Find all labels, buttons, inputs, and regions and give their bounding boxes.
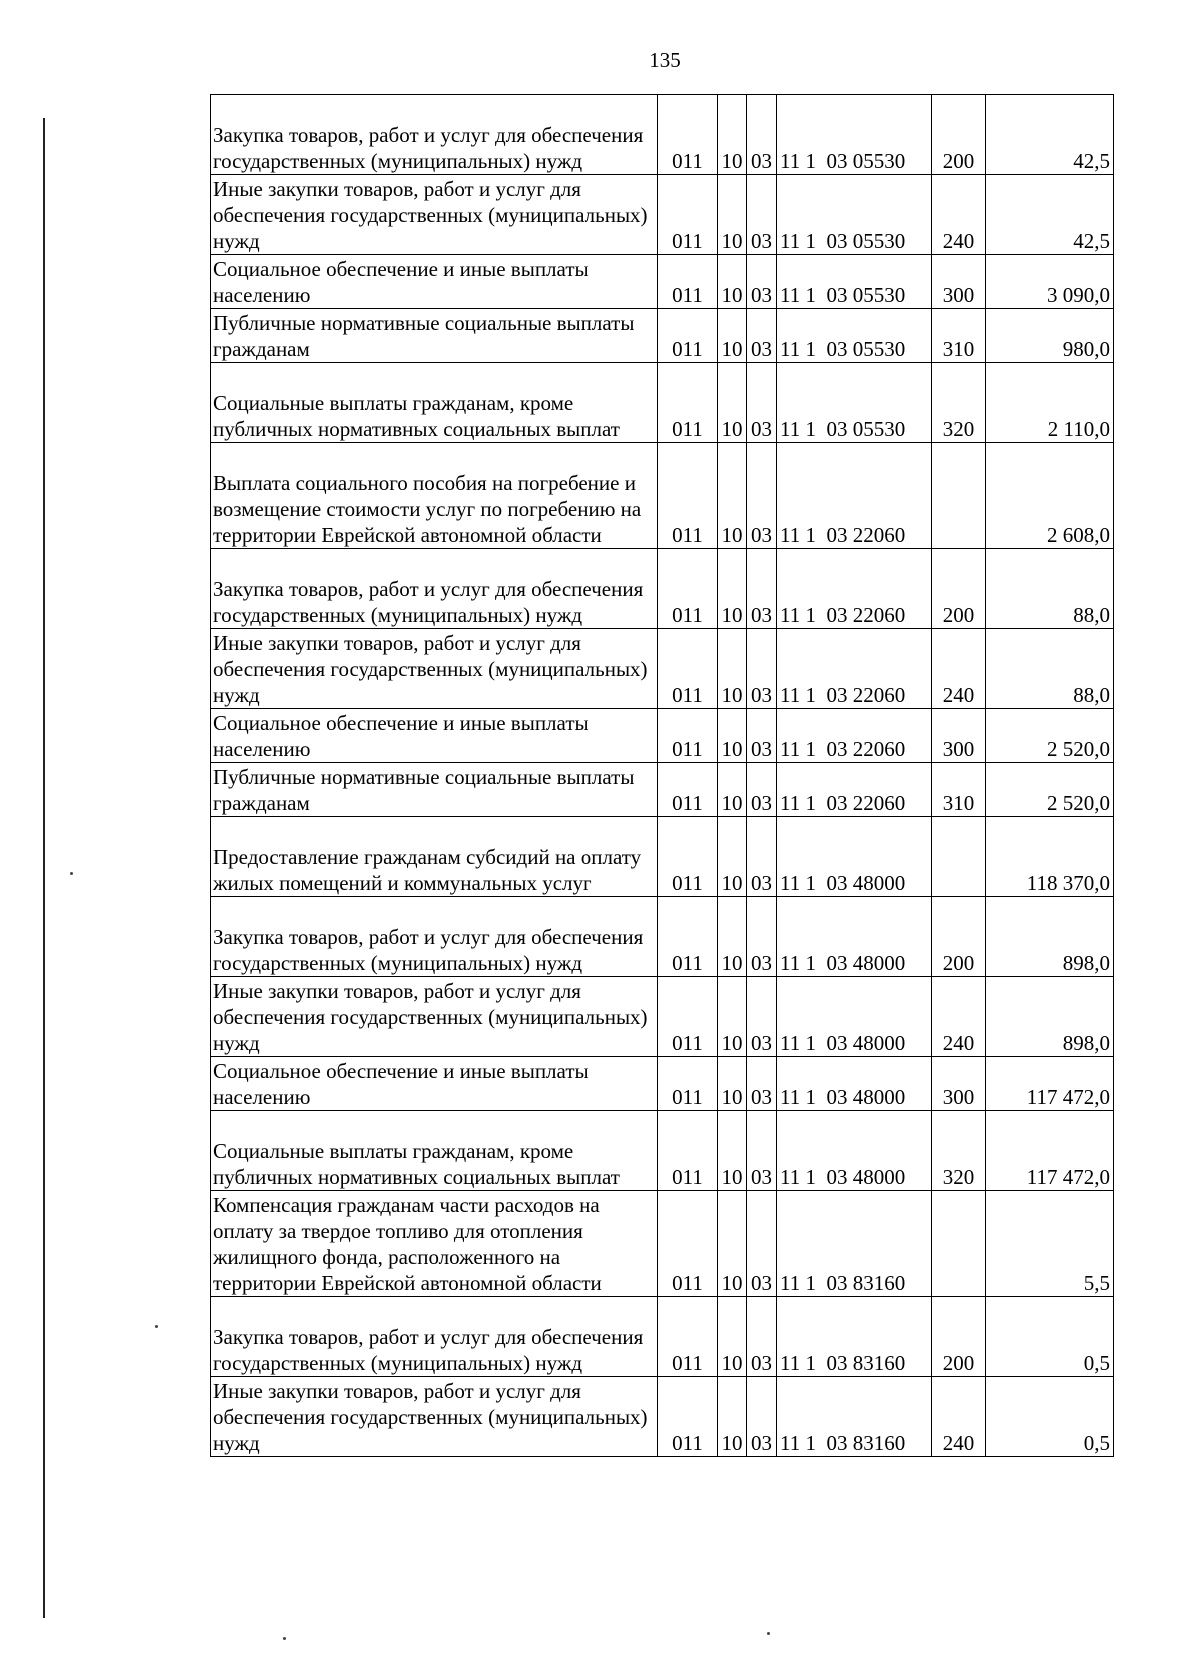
table-row <box>211 309 1114 363</box>
amount-cell: 118 370,0 <box>986 817 1114 897</box>
table-row <box>211 977 1114 1057</box>
subsection-code-cell: 03 <box>747 309 777 363</box>
target-article-cell: 11 1 03 22060 <box>777 443 932 549</box>
subsection-code-cell: 03 <box>747 1057 777 1111</box>
table-row <box>211 709 1114 763</box>
amount-cell: 0,5 <box>986 1377 1114 1457</box>
section-code-cell: 10 <box>718 977 747 1057</box>
expense-name-cell: Предоставление гражданам субсидий на оплату жилых помещений и коммунальных услуг <box>211 817 658 897</box>
expense-name-cell: Иные закупки товаров, работ и услуг для обеспечения государственных (муниципальных) нужд <box>211 175 658 255</box>
expense-type-cell: 240 <box>932 977 986 1057</box>
target-article-cell: 11 1 03 22060 <box>777 549 932 629</box>
expense-name-cell: Закупка товаров, работ и услуг для обеспечения государственных (муниципальных) нужд <box>211 1297 658 1377</box>
expense-name-cell: Публичные нормативные социальные выплаты гражданам <box>211 763 658 817</box>
subsection-code-cell: 03 <box>747 897 777 977</box>
target-article-cell: 11 1 03 83160 <box>777 1297 932 1377</box>
expense-type-cell: 240 <box>932 175 986 255</box>
section-code-cell: 10 <box>718 95 747 175</box>
admin-code-cell: 011 <box>658 309 718 363</box>
budget-table <box>210 94 1114 1457</box>
expense-name-cell: Социальное обеспечение и иные выплаты населению <box>211 1057 658 1111</box>
target-article-cell: 11 1 03 48000 <box>777 1111 932 1191</box>
section-code-cell: 10 <box>718 1297 747 1377</box>
section-code-cell: 10 <box>718 363 747 443</box>
expense-name-cell: Публичные нормативные социальные выплаты гражданам <box>211 309 658 363</box>
section-code-cell: 10 <box>718 763 747 817</box>
expense-name-cell: Закупка товаров, работ и услуг для обеспечения государственных (муниципальных) нужд <box>211 95 658 175</box>
expense-name-cell: Закупка товаров, работ и услуг для обеспечения государственных (муниципальных) нужд <box>211 897 658 977</box>
table-row <box>211 95 1114 175</box>
expense-name-cell: Социальные выплаты гражданам, кроме публичных нормативных социальных выплат <box>211 1111 658 1191</box>
amount-cell: 898,0 <box>986 977 1114 1057</box>
subsection-code-cell: 03 <box>747 629 777 709</box>
expense-type-cell: 200 <box>932 897 986 977</box>
section-code-cell: 10 <box>718 1057 747 1111</box>
amount-cell: 0,5 <box>986 1297 1114 1377</box>
subsection-code-cell: 03 <box>747 1191 777 1297</box>
table-row <box>211 897 1114 977</box>
scan-margin-line <box>43 118 45 1618</box>
table-row <box>211 175 1114 255</box>
expense-name-cell: Иные закупки товаров, работ и услуг для обеспечения государственных (муниципальных) нужд <box>211 629 658 709</box>
amount-cell: 898,0 <box>986 897 1114 977</box>
section-code-cell: 10 <box>718 817 747 897</box>
section-code-cell: 10 <box>718 549 747 629</box>
expense-name-cell: Иные закупки товаров, работ и услуг для обеспечения государственных (муниципальных) нужд <box>211 1377 658 1457</box>
table-row <box>211 763 1114 817</box>
section-code-cell: 10 <box>718 255 747 309</box>
admin-code-cell: 011 <box>658 175 718 255</box>
table-body <box>211 95 1114 1457</box>
table-row <box>211 443 1114 549</box>
admin-code-cell: 011 <box>658 1297 718 1377</box>
subsection-code-cell: 03 <box>747 1297 777 1377</box>
expense-type-cell: 200 <box>932 1297 986 1377</box>
admin-code-cell: 011 <box>658 1111 718 1191</box>
target-article-cell: 11 1 03 22060 <box>777 763 932 817</box>
section-code-cell: 10 <box>718 709 747 763</box>
expense-type-cell: 300 <box>932 1057 986 1111</box>
amount-cell: 117 472,0 <box>986 1111 1114 1191</box>
subsection-code-cell: 03 <box>747 817 777 897</box>
amount-cell: 980,0 <box>986 309 1114 363</box>
admin-code-cell: 011 <box>658 629 718 709</box>
expense-name-cell: Иные закупки товаров, работ и услуг для обеспечения государственных (муниципальных) нужд <box>211 977 658 1057</box>
expense-name-cell: Социальные выплаты гражданам, кроме публичных нормативных социальных выплат <box>211 363 658 443</box>
admin-code-cell: 011 <box>658 709 718 763</box>
amount-cell: 3 090,0 <box>986 255 1114 309</box>
target-article-cell: 11 1 03 48000 <box>777 977 932 1057</box>
amount-cell: 117 472,0 <box>986 1057 1114 1111</box>
admin-code-cell: 011 <box>658 549 718 629</box>
section-code-cell: 10 <box>718 175 747 255</box>
admin-code-cell: 011 <box>658 1377 718 1457</box>
section-code-cell: 10 <box>718 1111 747 1191</box>
target-article-cell: 11 1 03 05530 <box>777 95 932 175</box>
amount-cell: 2 110,0 <box>986 363 1114 443</box>
admin-code-cell: 011 <box>658 95 718 175</box>
expense-type-cell: 240 <box>932 1377 986 1457</box>
expense-name-cell: Закупка товаров, работ и услуг для обеспечения государственных (муниципальных) нужд <box>211 549 658 629</box>
table-row <box>211 363 1114 443</box>
admin-code-cell: 011 <box>658 443 718 549</box>
section-code-cell: 10 <box>718 897 747 977</box>
expense-name-cell: Компенсация гражданам части расходов на оплату за твердое топливо для отопления жилищного фонда, расположенного на территории Еврейской автономной области <box>211 1191 658 1297</box>
admin-code-cell: 011 <box>658 977 718 1057</box>
table-row <box>211 549 1114 629</box>
admin-code-cell: 011 <box>658 763 718 817</box>
subsection-code-cell: 03 <box>747 175 777 255</box>
target-article-cell: 11 1 03 05530 <box>777 363 932 443</box>
scan-speck <box>767 1632 770 1635</box>
table-row <box>211 1297 1114 1377</box>
subsection-code-cell: 03 <box>747 709 777 763</box>
admin-code-cell: 011 <box>658 255 718 309</box>
target-article-cell: 11 1 03 83160 <box>777 1191 932 1297</box>
expense-type-cell: 300 <box>932 709 986 763</box>
table-row <box>211 817 1114 897</box>
admin-code-cell: 011 <box>658 1191 718 1297</box>
amount-cell: 42,5 <box>986 95 1114 175</box>
amount-cell: 2 520,0 <box>986 763 1114 817</box>
amount-cell: 2 608,0 <box>986 443 1114 549</box>
amount-cell: 2 520,0 <box>986 709 1114 763</box>
admin-code-cell: 011 <box>658 897 718 977</box>
subsection-code-cell: 03 <box>747 977 777 1057</box>
subsection-code-cell: 03 <box>747 549 777 629</box>
target-article-cell: 11 1 03 05530 <box>777 309 932 363</box>
expense-type-cell: 310 <box>932 763 986 817</box>
target-article-cell: 11 1 03 05530 <box>777 175 932 255</box>
expense-type-cell: 300 <box>932 255 986 309</box>
expense-name-cell: Социальное обеспечение и иные выплаты населению <box>211 709 658 763</box>
expense-name-cell: Выплата социального пособия на погребение и возмещение стоимости услуг по погребению на территории Еврейской автономной области <box>211 443 658 549</box>
admin-code-cell: 011 <box>658 363 718 443</box>
table-row <box>211 1057 1114 1111</box>
expense-name-cell: Социальное обеспечение и иные выплаты населению <box>211 255 658 309</box>
target-article-cell: 11 1 03 48000 <box>777 897 932 977</box>
target-article-cell: 11 1 03 22060 <box>777 629 932 709</box>
amount-cell: 42,5 <box>986 175 1114 255</box>
target-article-cell: 11 1 03 22060 <box>777 709 932 763</box>
amount-cell: 88,0 <box>986 629 1114 709</box>
subsection-code-cell: 03 <box>747 95 777 175</box>
target-article-cell: 11 1 03 48000 <box>777 817 932 897</box>
admin-code-cell: 011 <box>658 817 718 897</box>
subsection-code-cell: 03 <box>747 443 777 549</box>
expense-type-cell <box>932 1191 986 1297</box>
table-row <box>211 629 1114 709</box>
subsection-code-cell: 03 <box>747 363 777 443</box>
scan-speck <box>70 872 73 875</box>
target-article-cell: 11 1 03 05530 <box>777 255 932 309</box>
section-code-cell: 10 <box>718 443 747 549</box>
scan-speck <box>283 1637 286 1640</box>
admin-code-cell: 011 <box>658 1057 718 1111</box>
subsection-code-cell: 03 <box>747 1111 777 1191</box>
amount-cell: 88,0 <box>986 549 1114 629</box>
expense-type-cell: 200 <box>932 549 986 629</box>
expense-type-cell <box>932 817 986 897</box>
expense-type-cell: 320 <box>932 363 986 443</box>
subsection-code-cell: 03 <box>747 763 777 817</box>
target-article-cell: 11 1 03 83160 <box>777 1377 932 1457</box>
section-code-cell: 10 <box>718 1377 747 1457</box>
expense-type-cell: 200 <box>932 95 986 175</box>
table-row <box>211 1191 1114 1297</box>
expense-type-cell: 310 <box>932 309 986 363</box>
expense-type-cell: 320 <box>932 1111 986 1191</box>
table-row <box>211 1377 1114 1457</box>
section-code-cell: 10 <box>718 1191 747 1297</box>
target-article-cell: 11 1 03 48000 <box>777 1057 932 1111</box>
page-number: 135 <box>649 48 681 72</box>
subsection-code-cell: 03 <box>747 255 777 309</box>
table-row <box>211 1111 1114 1191</box>
table-row <box>211 255 1114 309</box>
expense-type-cell <box>932 443 986 549</box>
subsection-code-cell: 03 <box>747 1377 777 1457</box>
scan-speck <box>155 1325 158 1328</box>
section-code-cell: 10 <box>718 629 747 709</box>
amount-cell: 5,5 <box>986 1191 1114 1297</box>
section-code-cell: 10 <box>718 309 747 363</box>
expense-type-cell: 240 <box>932 629 986 709</box>
